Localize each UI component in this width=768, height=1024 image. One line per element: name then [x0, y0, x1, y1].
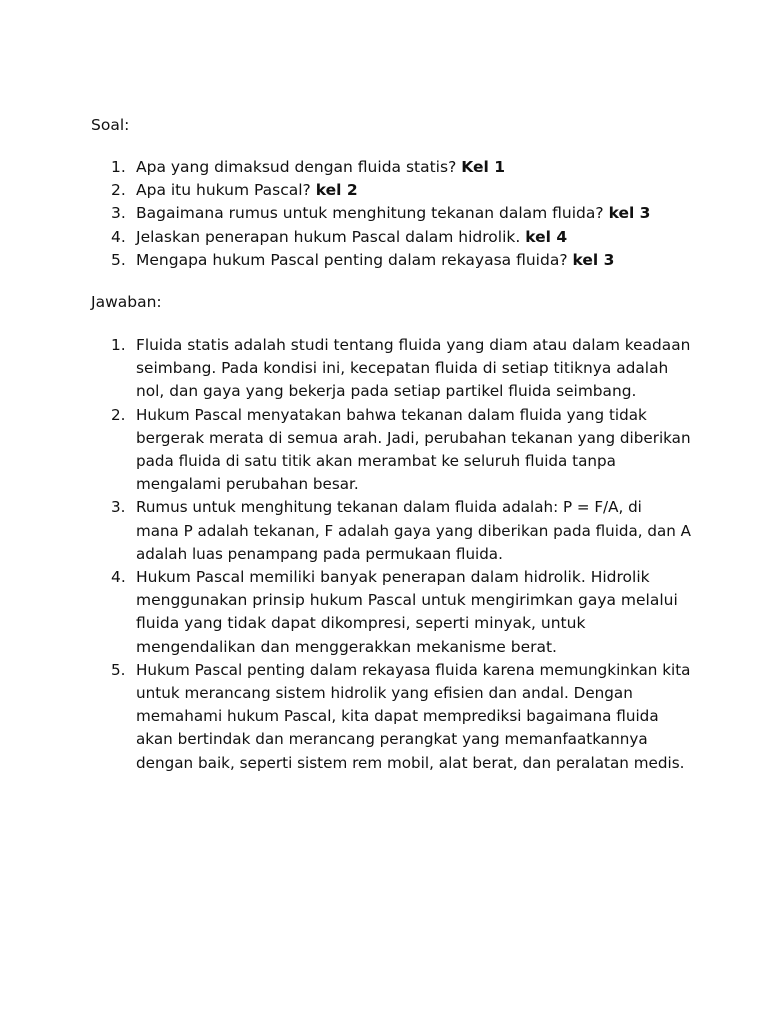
- question-text: Apa yang dimaksud dengan fluida statis?: [136, 158, 462, 176]
- answer-line: Hukum Pascal penting dalam rekayasa fluida karena memungkinkan kita: [136, 660, 691, 679]
- question-item: [91, 249, 691, 272]
- question-number: 1.: [111, 158, 126, 176]
- question-number: 5.: [111, 250, 126, 269]
- group-tag: kel 3: [572, 250, 615, 269]
- answer-number: 5.: [111, 660, 126, 679]
- answer-line: memahami hukum Pascal, kita dapat memprediksi bagaimana fluida: [136, 707, 659, 726]
- answer-line: untuk merancang sistem hidrolik yang efisien dan andal. Dengan: [136, 684, 633, 703]
- jawaban-heading: Jawaban:: [91, 293, 162, 311]
- group-tag: kel 3: [608, 204, 651, 223]
- answer-item: [91, 659, 691, 775]
- answer-item: [91, 566, 691, 659]
- question-text: Apa itu hukum Pascal?: [136, 181, 316, 200]
- answer-line: menggunakan prinsip hukum Pascal untuk mengirimkan gaya melalui: [136, 591, 678, 610]
- answer-line: akan bertindak dan merancang perangkat yang memanfaatkannya: [136, 730, 648, 749]
- answer-item: [91, 334, 691, 404]
- answer-number: 1.: [111, 336, 126, 354]
- answer-item: [91, 496, 691, 566]
- question-item: [91, 226, 691, 249]
- question-number: 3.: [111, 204, 126, 223]
- answer-line: mengalami perubahan besar.: [136, 475, 359, 494]
- question-number: 2.: [111, 181, 126, 200]
- answer-line: adalah luas penampang pada permukaan fluida.: [136, 544, 503, 563]
- answer-line: pada fluida di satu titik akan merambat ke seluruh fluida tanpa: [136, 452, 616, 471]
- group-tag: kel 4: [525, 227, 568, 246]
- answer-list: [91, 334, 691, 775]
- question-number: 4.: [111, 227, 126, 246]
- question-item: [91, 179, 691, 202]
- answer-number: 2.: [111, 405, 126, 424]
- answer-item: [91, 404, 691, 497]
- question-list: [91, 156, 691, 272]
- question-item: [91, 156, 691, 179]
- question-item: [91, 202, 691, 225]
- answer-line: nol, dan gaya yang bekerja pada setiap partikel fluida seimbang.: [136, 382, 637, 401]
- group-tag: Kel 1: [461, 158, 505, 176]
- answer-line: dengan baik, seperti sistem rem mobil, alat berat, dan peralatan medis.: [136, 753, 685, 772]
- answer-line: fluida yang tidak dapat dikompresi, seperti minyak, untuk: [136, 614, 586, 633]
- answer-line: Fluida statis adalah studi tentang fluida yang diam atau dalam keadaan: [136, 336, 691, 354]
- answer-line: mana P adalah tekanan, F adalah gaya yang diberikan pada fluida, dan A: [136, 521, 691, 540]
- question-text: Bagaimana rumus untuk menghitung tekanan dalam fluida?: [136, 204, 609, 223]
- answer-line: mengendalikan dan menggerakkan mekanisme berat.: [136, 637, 557, 656]
- answer-number: 4.: [111, 568, 126, 587]
- answer-line: Hukum Pascal memiliki banyak penerapan dalam hidrolik. Hidrolik: [136, 568, 650, 587]
- group-tag: kel 2: [315, 181, 358, 200]
- question-text: Jelaskan penerapan hukum Pascal dalam hidrolik.: [136, 227, 526, 246]
- answer-line: Rumus untuk menghitung tekanan dalam fluida adalah: P = F/A, di: [136, 498, 642, 517]
- question-text: Mengapa hukum Pascal penting dalam rekayasa fluida?: [136, 250, 573, 269]
- answer-line: seimbang. Pada kondisi ini, kecepatan fluida di setiap titiknya adalah: [136, 359, 669, 378]
- soal-heading: Soal:: [91, 116, 130, 134]
- answer-number: 3.: [111, 498, 126, 517]
- answer-line: bergerak merata di semua arah. Jadi, perubahan tekanan yang diberikan: [136, 428, 691, 447]
- answer-line: Hukum Pascal menyatakan bahwa tekanan dalam fluida yang tidak: [136, 405, 647, 424]
